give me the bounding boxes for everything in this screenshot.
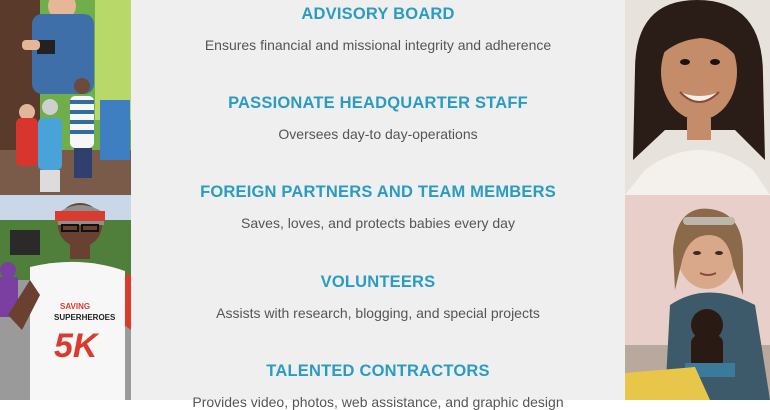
photo-volunteer-with-children — [0, 0, 131, 195]
photo-smiling-woman — [625, 0, 770, 195]
role-title: ADVISORY BOARD — [301, 5, 455, 23]
roles-panel — [131, 0, 625, 410]
role-title: TALENTED CONTRACTORS — [266, 362, 490, 380]
role-title: VOLUNTEERS — [320, 273, 436, 291]
role-foreign-partners — [131, 183, 625, 231]
shirt-text-saving: SAVING — [60, 302, 91, 311]
photo-5k-runner — [0, 195, 131, 400]
role-advisory-board — [131, 5, 625, 53]
role-description: Provides video, photos, web assistance, and graphic design — [192, 394, 564, 410]
role-description: Oversees day-to day-operations — [278, 126, 478, 142]
shirt-text-superheroes: SUPERHEROES — [54, 313, 116, 322]
role-volunteers — [131, 273, 625, 321]
role-title: PASSIONATE HEADQUARTER STAFF — [228, 94, 528, 112]
role-title: FOREIGN PARTNERS AND TEAM MEMBERS — [200, 183, 556, 201]
role-contractors — [131, 362, 625, 410]
role-headquarter-staff — [131, 94, 625, 142]
shirt-text-5k: 5K — [54, 327, 98, 365]
role-description: Ensures financial and missional integrity and adherence — [204, 37, 552, 53]
role-description: Assists with research, blogging, and special projects — [216, 305, 540, 321]
role-description: Saves, loves, and protects babies every day — [241, 215, 515, 231]
photo-woman-holding-baby — [625, 195, 770, 400]
